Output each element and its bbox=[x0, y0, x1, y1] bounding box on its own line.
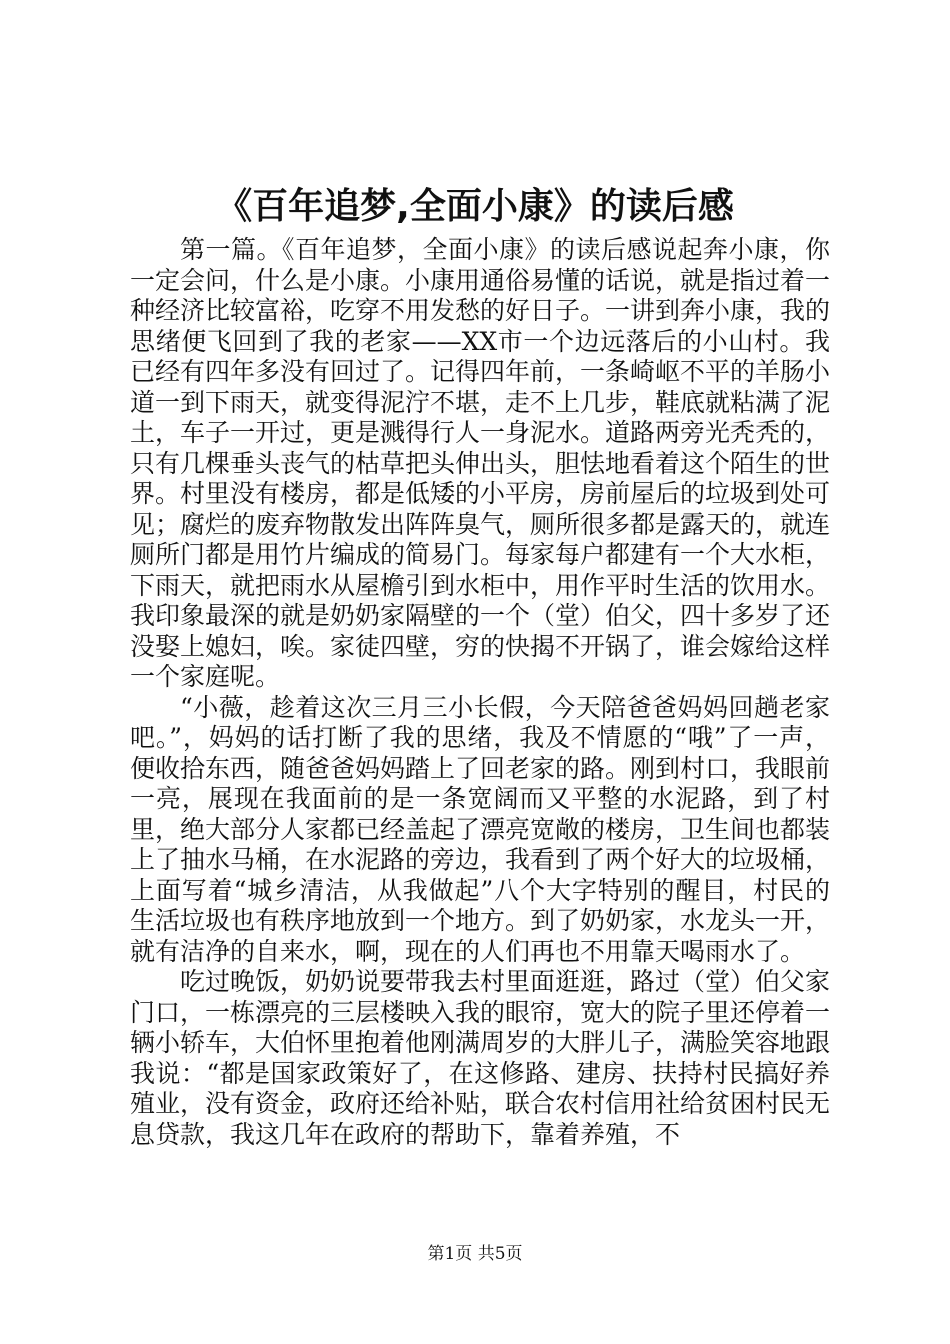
document-body bbox=[130, 235, 830, 1150]
paragraph-3: 吃过晚饭，奶奶说要带我去村里面逛逛，路过（堂）伯父家门口，一栋漂亮的三层楼映入我的眼帘，宽大的院子里还停着一辆小轿车，大伯怀里抱着他刚满周岁的大胖儿子，满脸笑容地跟我说：“都是国家政策好了，在这修路、建房、扶持村民搞好养殖业，没有资金，政府还给补贴，联合农村信用社给贫困村民无息贷款，我这几年在政府的帮助下，靠着养殖，不 bbox=[130, 967, 831, 1149]
paragraph-1: 第一篇。《百年追梦，全面小康》的读后感说起奔小康，你一定会问，什么是小康。小康用通俗易懂的话说，就是指过着一种经济比较富裕，吃穿不用发愁的好日子。一讲到奔小康，我的思绪便飞回到了我的老家——XX市一个边远落后的小山村。我已经有四年多没有回过了。记得四年前，一条崎岖不平的羊肠小道一到下雨天，就变得泥泞不堪，走不上几步，鞋底就粘满了泥土，车子一开过，更是溅得行人一身泥水。道路两旁光秃秃的，只有几棵垂头丧气的枯草把头伸出头，胆怯地看着这个陌生的世界。村里没有楼房，都是低矮的小平房，房前屋后的垃圾到处可见；腐烂的废弃物散发出阵阵臭气，厕所很多都是露天的，就连厕所门都是用竹片编成的简易门。每家每户都建有一个大水柜，下雨天，就把雨水从屋檐引到水柜中，用作平时生活的饮用水。我印象最深的就是奶奶家隔壁的一个（堂）伯父，四十多岁了还没娶上媳妇，唉。家徒四壁，穷的快揭不开锅了，谁会嫁给这样一个家庭呢。 bbox=[130, 235, 831, 691]
document-title: 《百年追梦,全面小康》的读后感 bbox=[216, 186, 734, 227]
paragraph-2: “小薇，趁着这次三月三小长假，今天陪爸爸妈妈回趟老家吧。”，妈妈的话打断了我的思绪，我及不情愿的“哦”了一声，便收拾东西，随爸爸妈妈踏上了回老家的路。刚到村口，我眼前一亮，展现在我面前的是一条宽阔而又平整的水泥路，到了村里，绝大部分人家都已经盖起了漂亮宽敞的楼房，卫生间也都装上了抽水马桶，在水泥路的旁边，我看到了两个好大的垃圾桶，上面写着“城乡清洁，从我做起”八个大字特别的醒目，村民的生活垃圾也有秩序地放到一个地方。到了奶奶家，水龙头一开，就有洁净的自来水，啊，现在的人们再也不用靠天喝雨水了。 bbox=[130, 692, 831, 966]
page-footer: 第1页 共5页 bbox=[427, 1244, 523, 1264]
